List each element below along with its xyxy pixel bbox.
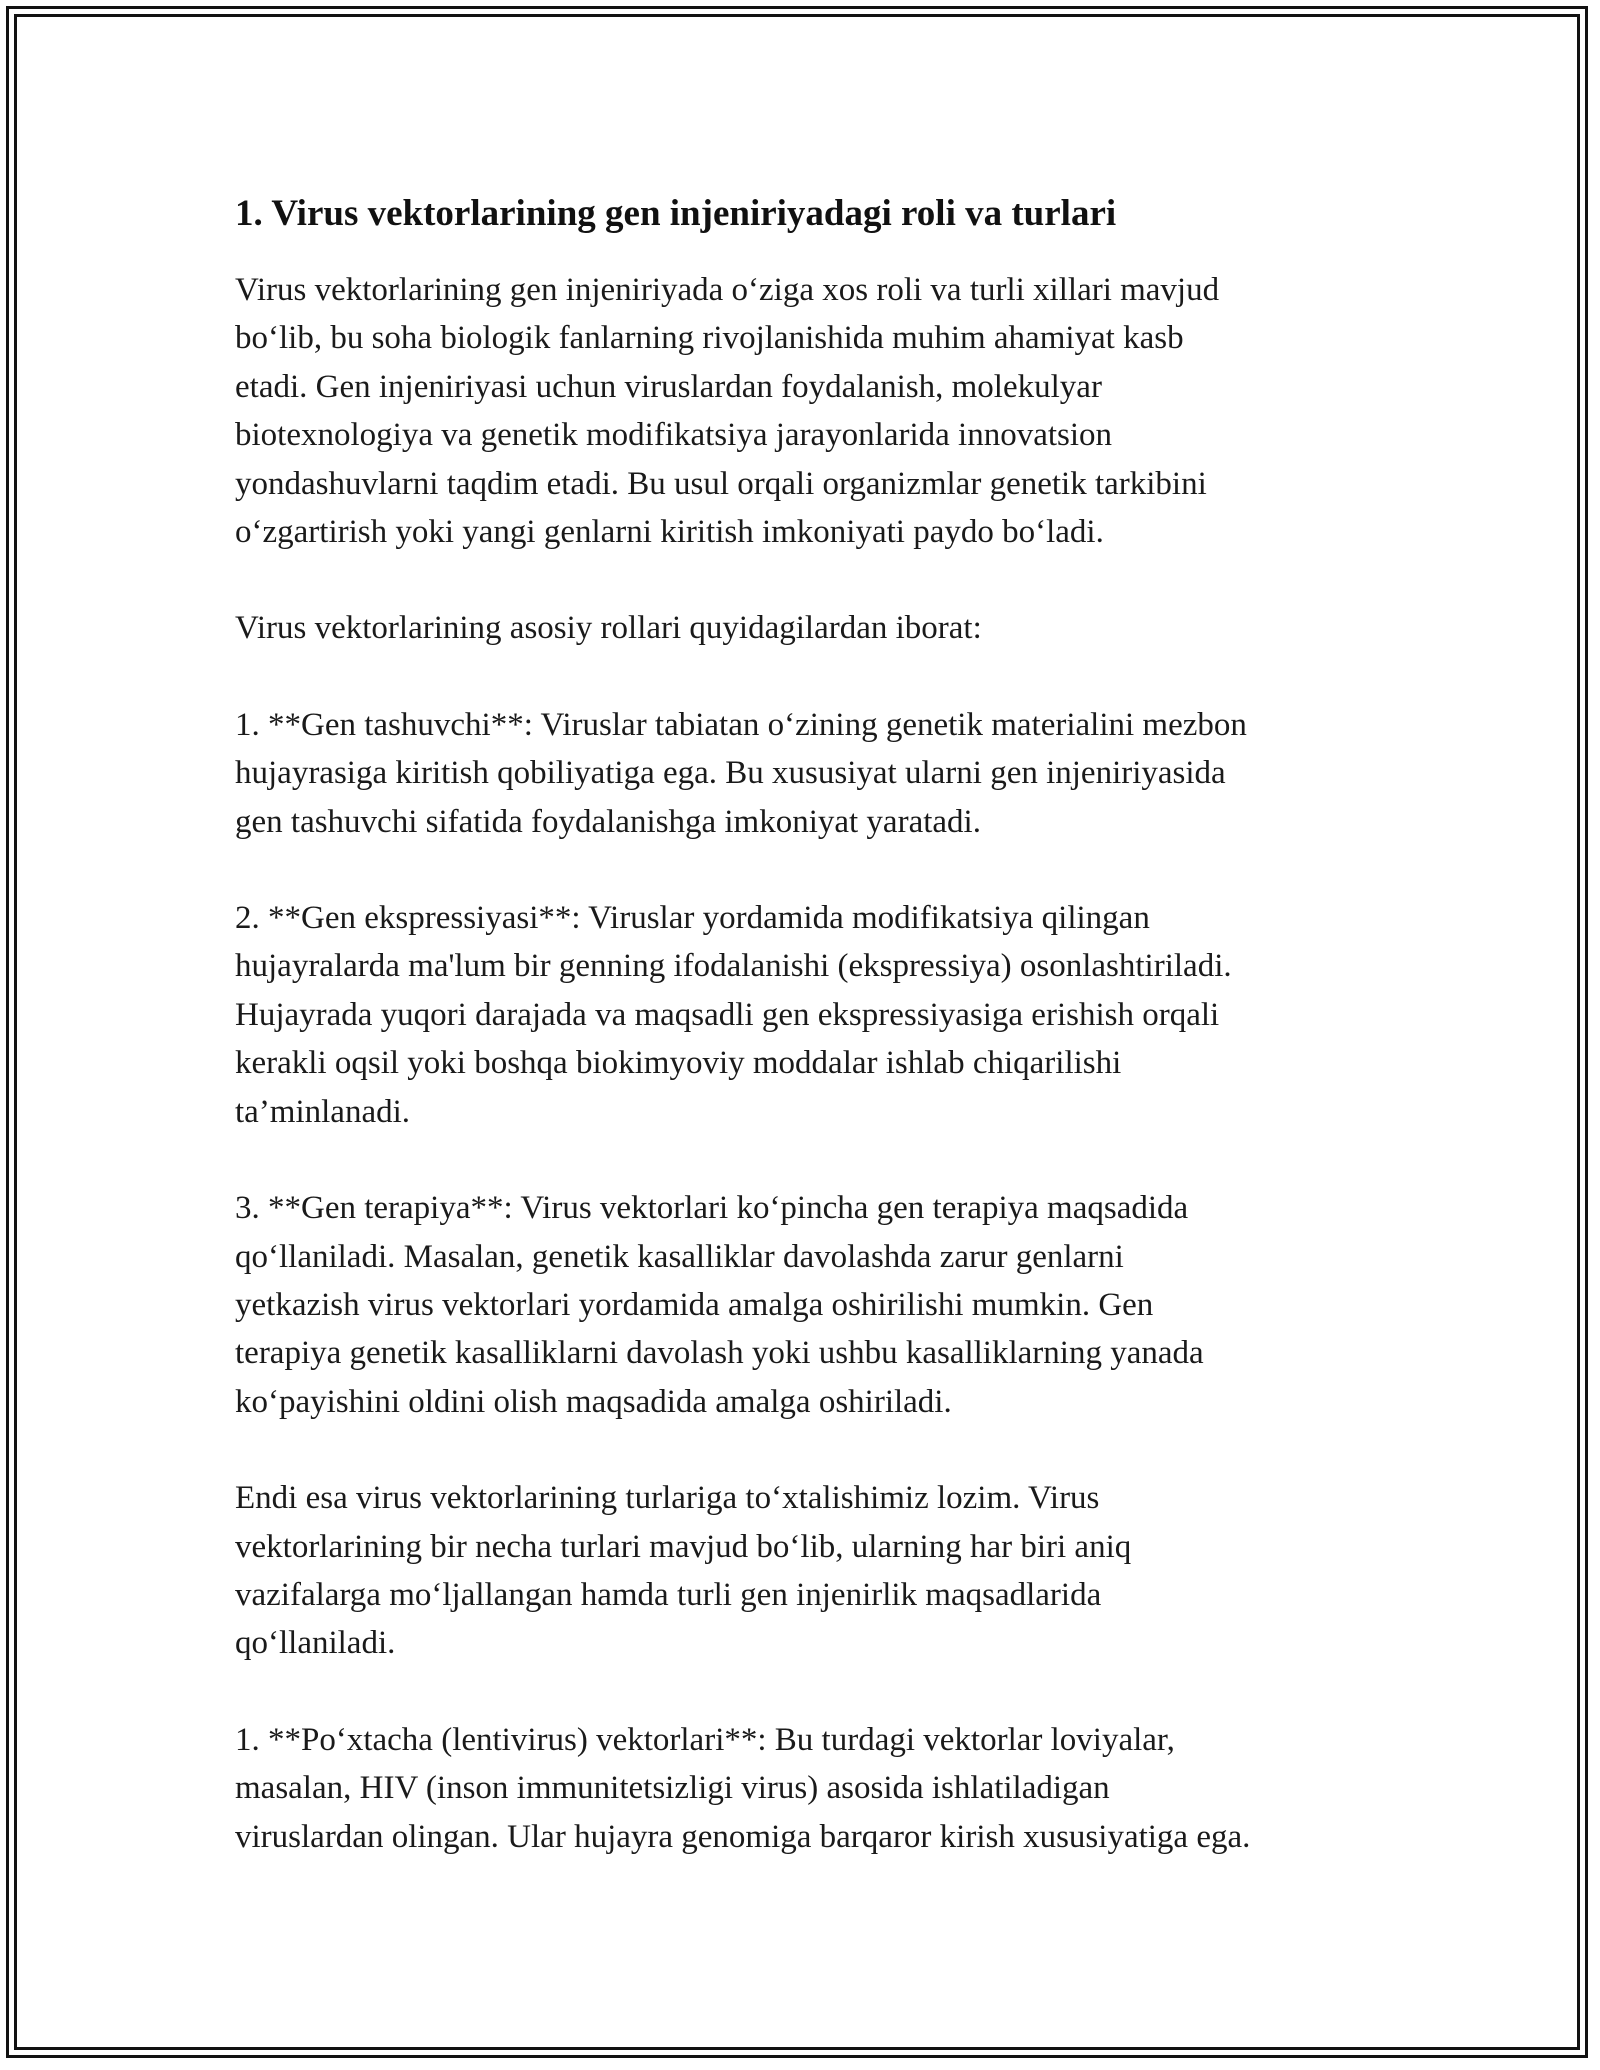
paragraph-vector-types-intro: Endi esa virus vektorlarining turlariga to‘xtalishimiz lozim. Virus vektorlarining bir necha turlari mavjud bo‘lib, ularning har biri aniq vazifalarga mo‘ljallangan hamda turli gen injenirlik maqsadlarida qo‘llaniladi.: [235, 1480, 1132, 1662]
paragraph-roles-heading: Virus vektorlarining asosiy rollari quyidagilardan iborat:: [235, 610, 982, 647]
paragraph-type-lentivirus: 1. **Po‘xtacha (lentivirus) vektorlari**: Bu turdagi vektorlar loviyalar, masalan, HIV (inson immunitetsizligi virus) asosida ishlatiladigan viruslardan olingan. Ular hujayra genomiga barqaror kirish xususiyatiga ega.: [235, 1721, 1251, 1855]
paragraph-role-gene-therapy: 3. **Gen terapiya**: Virus vektorlari ko‘pincha gen terapiya maqsadida qo‘llaniladi. Masalan, genetik kasalliklar davolashda zarur genlarni yetkazish virus vektorlari yordamida amalga oshirilishi mumkin. Gen terapiya genetik kasalliklarni davolash yoki ushbu kasalliklarning yanada ko‘payishini oldini olish maqsadida amalga oshiriladi.: [235, 1190, 1204, 1420]
document-body: [235, 186, 1385, 1861]
paragraph-role-gene-carrier: 1. **Gen tashuvchi**: Viruslar tabiatan o‘zining genetik materialini mezbon hujayrasiga kiritish qobiliyatiga ega. Bu xususiyat ularni gen injeniriyasida gen tashuvchi sifatida foydalanishga imkoniyat yaratadi.: [235, 706, 1247, 840]
document-title: 1. Virus vektorlarining gen injeniriyadagi roli va turlari: [235, 193, 1117, 234]
paragraph-role-gene-expression: 2. **Gen ekspressiyasi**: Viruslar yordamida modifikatsiya qilingan hujayralarda ma'lum bir genning ifodalanishi (ekspressiya) osonlashtiriladi. Hujayrada yuqori darajada va maqsadli gen ekspressiyasiga erishish orqali kerakli oqsil yoki boshqa biokimyoviy moddalar ishlab chiqarilishi ta’minlanadi.: [235, 900, 1232, 1130]
paragraph-intro: Virus vektorlarining gen injeniriyada o‘ziga xos roli va turli xillari mavjud bo‘lib, bu soha biologik fanlarning rivojlanishida muhim ahamiyat kasb etadi. Gen injeniriyasi uchun viruslardan foydalanish, molekulyar biotexnologiya va genetik modifikatsiya jarayonlarida innovatsion yondashuvlarni taqdim etadi. Bu usul orqali organizmlar genetik tarkibini o‘zgartirish yoki yangi genlarni kiritish imkoniyati paydo bo‘ladi.: [235, 272, 1220, 551]
